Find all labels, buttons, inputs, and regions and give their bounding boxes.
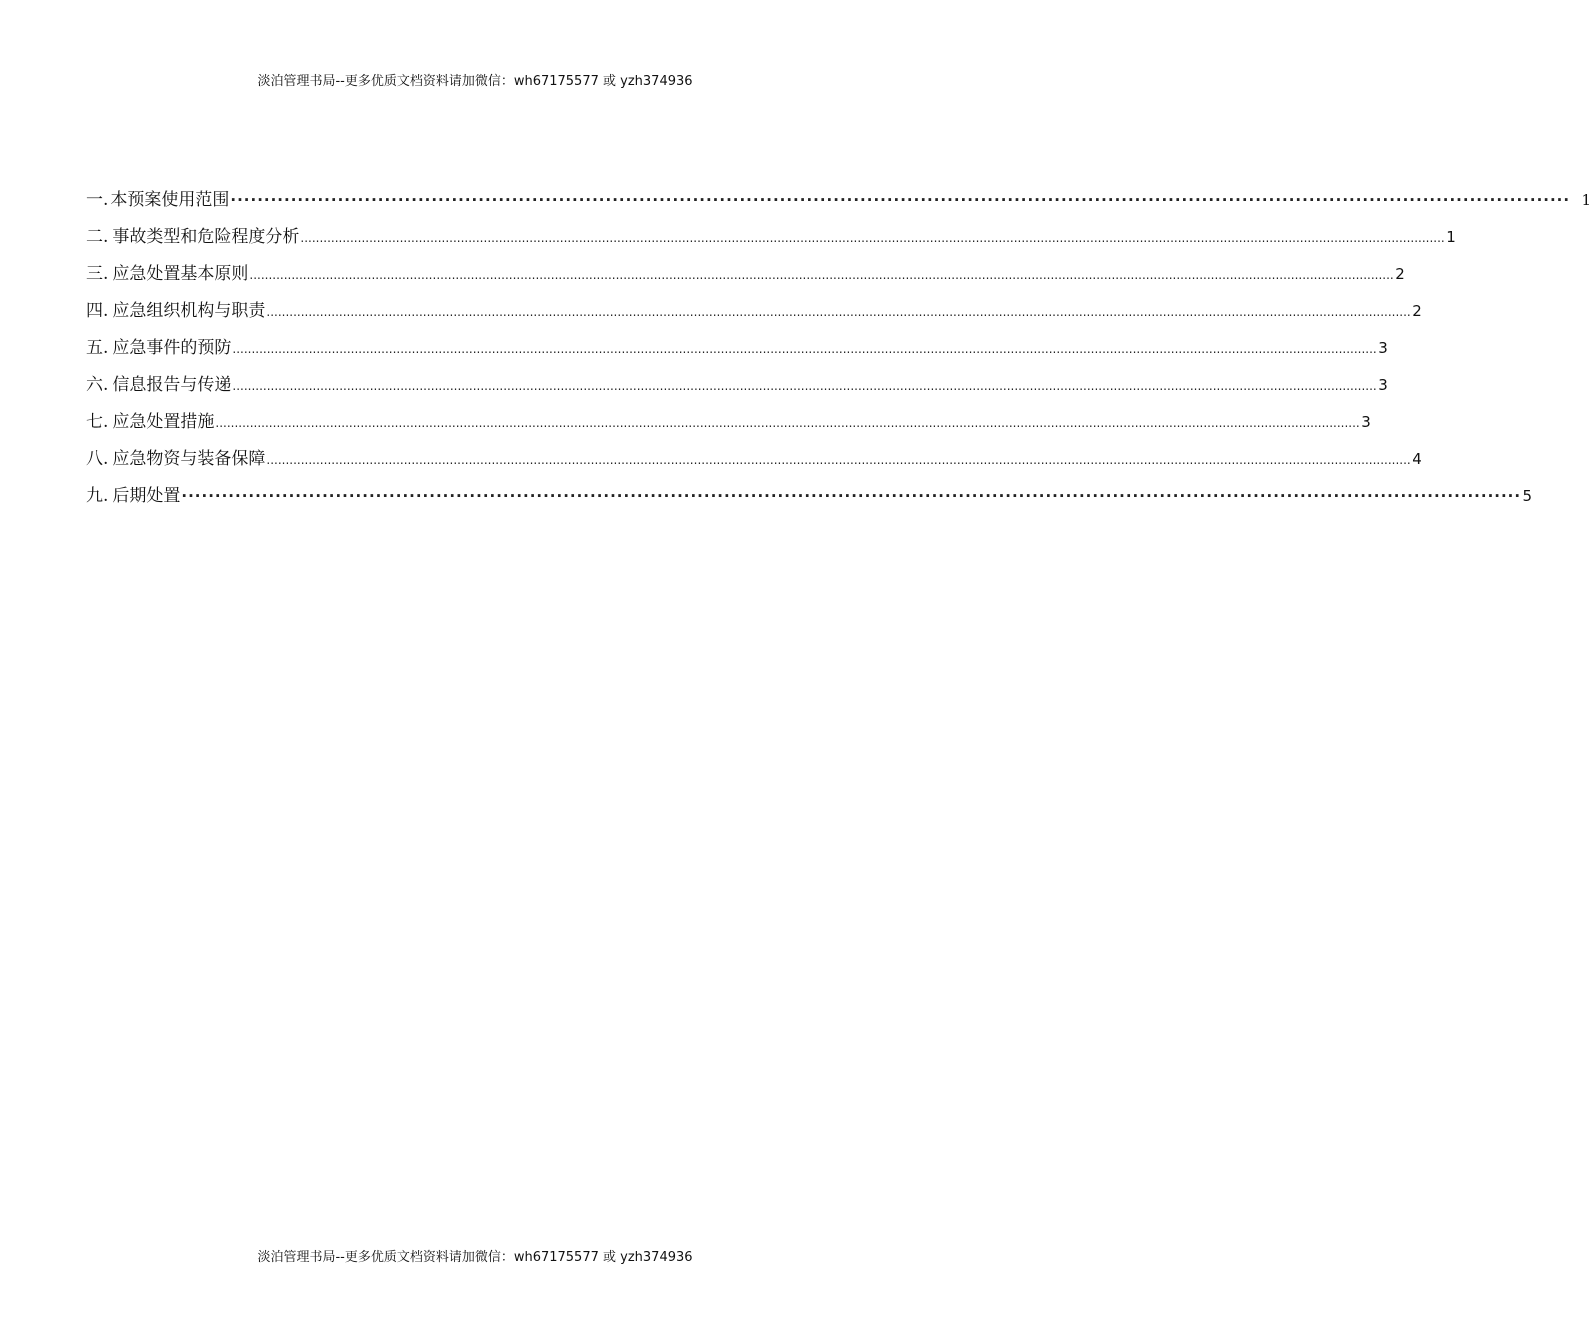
dot-leader: ............................................................................................................................................................................................................................................................................................................	[300, 231, 1445, 245]
toc-entry-title: 应急处置措施	[112, 412, 215, 432]
dot-leader: ............................................................................................................................................................................................................................................................................................................	[266, 305, 1411, 319]
toc-entry-title: 应急处置基本原则	[112, 264, 249, 284]
toc-entry-number: 四.	[86, 301, 109, 321]
dot-leader: ............................................................................................................................................................................................................................................................................................................	[266, 453, 1411, 467]
page-footer: 淡泊管理书局--更多优质文档资料请加微信：wh67175577 或 yzh374936	[257, 1250, 693, 1265]
toc-entry-page: 2	[1395, 265, 1405, 283]
toc-entry-page: 5	[1522, 487, 1533, 505]
toc-entry-number: 六.	[86, 375, 109, 395]
toc-entry-title: 应急组织机构与职责	[112, 301, 266, 321]
dot-leader: ............................................................................................................................................................................................................................................................................................................	[249, 268, 1394, 282]
toc-entry-page: 1	[1446, 228, 1456, 246]
toc-entry-number: 五.	[86, 338, 109, 358]
toc-entry-title: 应急物资与装备保障	[112, 449, 266, 469]
toc-entry-4[interactable]	[86, 299, 1422, 336]
dot-leader: ............................................................................................................................................................................................................................................................................................................	[232, 342, 1377, 356]
dot-leader: ............................................................................................................................................................................................................................................................................................................	[215, 416, 1360, 430]
toc-entry-8[interactable]	[86, 447, 1422, 484]
toc-entry-1[interactable]	[86, 188, 1591, 225]
toc-entry-page: 3	[1378, 376, 1388, 394]
toc-entry-number: 一.	[86, 190, 109, 210]
toc-entry-number: 二.	[86, 227, 109, 247]
toc-entry-page: 3	[1378, 339, 1388, 357]
toc-entry-number: 三.	[86, 264, 109, 284]
toc-entry-number: 七.	[86, 412, 109, 432]
toc-entry-page: 4	[1412, 450, 1422, 468]
toc-entry-page: 2	[1412, 302, 1422, 320]
page-header: 淡泊管理书局--更多优质文档资料请加微信：wh67175577 或 yzh374936	[257, 74, 693, 89]
table-of-contents	[86, 188, 1591, 521]
toc-entry-9[interactable]	[86, 484, 1533, 521]
toc-entry-number: 九.	[86, 486, 109, 506]
dot-leader: ········································································································································································································	[230, 191, 1571, 209]
toc-entry-title: 本预案使用范围	[110, 190, 230, 210]
toc-entry-7[interactable]	[86, 410, 1371, 447]
toc-entry-title: 事故类型和危险程度分析	[112, 227, 300, 247]
toc-entry-title: 后期处置	[112, 486, 181, 506]
toc-entry-number: 八.	[86, 449, 109, 469]
toc-entry-5[interactable]	[86, 336, 1388, 373]
toc-entry-title: 信息报告与传递	[112, 375, 232, 395]
dot-leader: ............................................................................................................................................................................................................................................................................................................	[232, 379, 1377, 393]
dot-leader: ········································································································································································································	[181, 487, 1522, 505]
toc-entry-3[interactable]	[86, 262, 1405, 299]
toc-entry-6[interactable]	[86, 373, 1388, 410]
toc-entry-title: 应急事件的预防	[112, 338, 232, 358]
toc-entry-page: 1	[1581, 191, 1591, 209]
toc-entry-2[interactable]	[86, 225, 1456, 262]
toc-entry-page: 3	[1361, 413, 1371, 431]
